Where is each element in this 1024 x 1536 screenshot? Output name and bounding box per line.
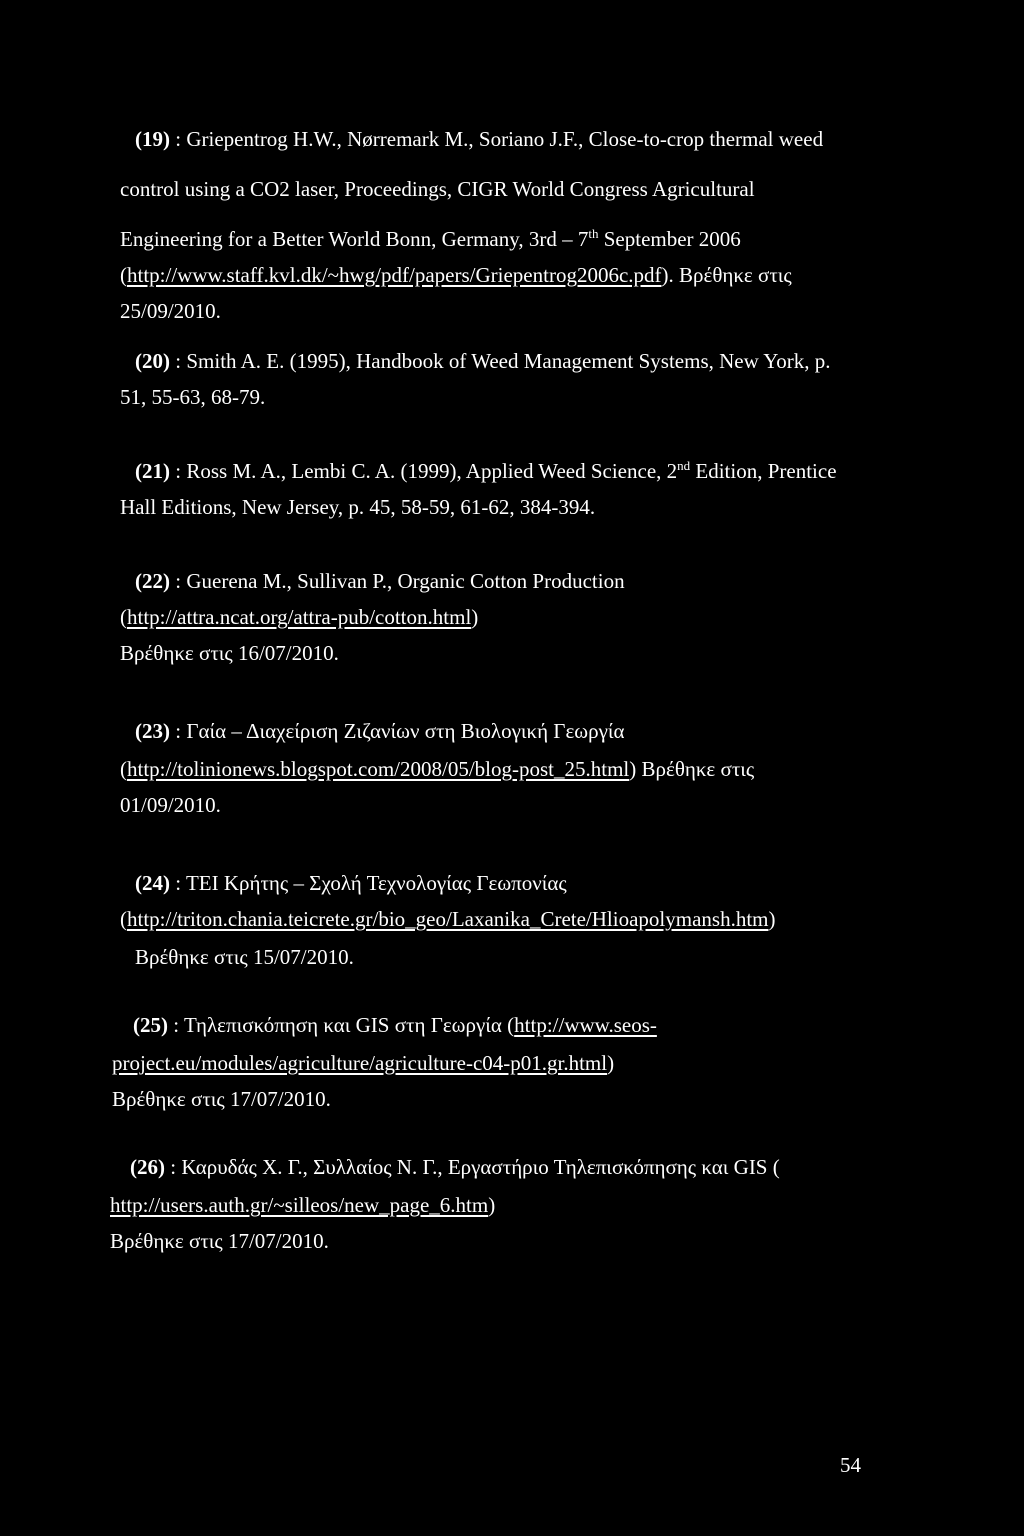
reference-text: Γαία – Διαχείριση Ζιζανίων στη Βιολογική Γεωργία	[186, 719, 625, 743]
reference-text: 25/09/2010.	[120, 299, 221, 323]
reference-text: Griepentrog H.W., Nørremark M., Soriano J.F., Close-to-crop thermal weed	[186, 127, 824, 151]
reference-text: September 2006	[598, 227, 741, 251]
paren: )	[607, 1051, 615, 1075]
superscript: nd	[677, 458, 691, 473]
reference-number: (22)	[135, 569, 170, 593]
separator: :	[168, 1013, 184, 1037]
separator: :	[170, 127, 187, 151]
reference-text: Βρέθηκε στις 16/07/2010.	[120, 641, 339, 665]
paren: (	[120, 907, 127, 931]
reference-text: Τηλεπισκόπηση και GIS στη Γεωργία (	[183, 1013, 515, 1037]
reference-number: (19)	[135, 127, 170, 151]
superscript: th	[588, 226, 599, 241]
reference-link[interactable]: http://users.auth.gr/~silleos/new_page_6.htm	[110, 1193, 489, 1217]
reference-link[interactable]: http://triton.chania.teicrete.gr/bio_geo/Laxanika_Crete/Hlioapolymansh.htm	[127, 907, 769, 931]
reference-number: (21)	[135, 459, 170, 483]
paren: )	[471, 605, 479, 629]
reference-number: (25)	[133, 1013, 168, 1037]
separator: :	[165, 1155, 182, 1179]
page-number: 54	[840, 1453, 861, 1477]
reference-text: Βρέθηκε στις 15/07/2010.	[135, 945, 354, 969]
paren: (	[120, 605, 127, 629]
reference-text: Guerena M., Sullivan P., Organic Cotton Production	[186, 569, 625, 593]
reference-text: Βρέθηκε στις 17/07/2010.	[112, 1087, 331, 1111]
reference-text: Smith A. E. (1995), Handbook of Weed Management Systems, New York, p.	[186, 349, 831, 373]
reference-text: Βρέθηκε στις 17/07/2010.	[110, 1229, 329, 1253]
reference-text: 51, 55-63, 68-79.	[120, 385, 266, 409]
paren: )	[488, 1193, 496, 1217]
paren: )	[768, 907, 776, 931]
reference-link-part-2[interactable]: project.eu/modules/agriculture/agriculture-c04-p01.gr.html	[112, 1051, 608, 1075]
reference-link-part-1[interactable]: http://www.seos-	[514, 1013, 657, 1037]
reference-text: ΤΕΙ Κρήτης – Σχολή Τεχνολογίας Γεωπονίας	[185, 871, 567, 895]
reference-text: Καρυδάς Χ. Γ., Συλλαίος Ν. Γ., Εργαστήριο Τηλεπισκόπησης και GIS (	[181, 1155, 780, 1179]
paren: (	[120, 263, 127, 287]
reference-link[interactable]: http://tolinionews.blogspot.com/2008/05/blog-post_25.html	[127, 757, 630, 781]
reference-text: Engineering for a Better World Bonn, Germany, 3rd – 7	[120, 227, 589, 251]
separator: :	[170, 871, 186, 895]
reference-text: Ross M. A., Lembi C. A. (1999), Applied Weed Science, 2	[186, 459, 678, 483]
separator: :	[170, 349, 187, 373]
reference-number: (20)	[135, 349, 170, 373]
reference-link[interactable]: http://attra.ncat.org/attra-pub/cotton.html	[127, 605, 472, 629]
separator: :	[170, 719, 187, 743]
reference-text: ) Βρέθηκε στις	[629, 757, 755, 781]
reference-text: Hall Editions, New Jersey, p. 45, 58-59, 61-62, 384-394.	[120, 495, 596, 519]
paren: (	[120, 757, 127, 781]
reference-text: 01/09/2010.	[120, 793, 221, 817]
separator: :	[170, 459, 187, 483]
reference-number: (23)	[135, 719, 170, 743]
reference-text: Edition, Prentice	[690, 459, 837, 483]
reference-text: control using a CO2 laser, Proceedings, CIGR World Congress Agricultural	[120, 177, 755, 201]
reference-number: (24)	[135, 871, 170, 895]
reference-number: (26)	[130, 1155, 165, 1179]
reference-link[interactable]: http://www.staff.kvl.dk/~hwg/pdf/papers/Griepentrog2006c.pdf	[127, 263, 662, 287]
reference-text: ). Βρέθηκε στις	[661, 263, 792, 287]
separator: :	[170, 569, 187, 593]
